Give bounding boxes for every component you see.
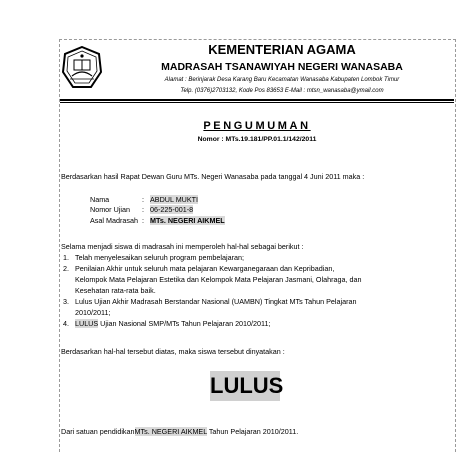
condition-number: 2. [63, 264, 69, 273]
condition-line: 2010/2011; [75, 308, 111, 317]
condition-number: 3. [63, 297, 69, 306]
conditions-intro: Selama menjadi siswa di madrasah ini memperoleh hal-hal sebagai berikut : [61, 242, 304, 251]
kemenag-emblem-icon [62, 46, 102, 90]
condition-line: Kelompok Mata Pelajaran Estetika dan Kelompok Mata Pelajaran Jasmani, Olahraga, dan [75, 275, 362, 284]
announcement-number: Nomor : MTs.19.181/PP.01.1/142/2011 [197, 136, 317, 143]
condition-line: Ujian Nasional SMP/MTs Tahun Pelajaran 2010/2011; [98, 319, 271, 328]
origin-value: MTs. NEGERI AIKMEL [150, 216, 225, 225]
student-name-row [90, 195, 198, 205]
ministry-name: KEMENTERIAN AGAMA [208, 42, 356, 57]
condition-line: Lulus Ujian Akhir Madrasah Berstandar Nasional (UAMBN) Tingkat MTs Tahun Pelajaran [75, 297, 357, 306]
exam-label: Nomor Ujian [90, 205, 130, 214]
condition-highlight: LULUS [75, 319, 99, 328]
closing-text [61, 427, 298, 437]
school-contact: Telp. (0376)2703132, Kode Pos 83653 E-Mail : mtsn_wanasaba@ymail.com [180, 88, 384, 94]
intro-text: Berdasarkan hasil Rapat Dewan Guru MTs. Negeri Wanasaba pada tanggal 4 Juni 2011 maka : [61, 172, 365, 181]
student-origin-row [90, 216, 225, 226]
exam-value: 06-225-001-8 [150, 205, 194, 214]
condition-item [63, 319, 271, 329]
condition-line: Kesehatan rata-rata baik. [75, 286, 156, 295]
exam-colon: : [142, 205, 144, 214]
school-address: Alamat : Berinjarak Desa Karang Baru Kecamatan Wanasaba Kabupaten Lombok Timur [164, 77, 400, 83]
closing-pre: Dari satuan pendidikan [61, 427, 135, 436]
condition-item [63, 297, 357, 307]
condition-item [63, 264, 334, 274]
school-name: MADRASAH TSANAWIYAH NEGERI WANASABA [161, 61, 403, 73]
name-colon: : [142, 195, 144, 204]
result-lulus: LULUS [210, 371, 280, 401]
name-value: ABDUL MUKTI [150, 195, 199, 204]
student-exam-row [90, 205, 193, 215]
condition-line: Telah menyelesaikan seluruh program pembelajaran; [75, 253, 244, 262]
closing-post: Tahun Pelajaran 2010/2011. [206, 427, 299, 436]
condition-number: 4. [63, 319, 69, 328]
letterhead [112, 42, 452, 96]
announcement-title: PENGUMUMAN [203, 120, 311, 132]
condition-line: Penilaian Akhir untuk seluruh mata pelajaran Kewarganegaraan dan Kepribadian, [75, 264, 335, 273]
condition-item [63, 253, 244, 263]
basis-text: Berdasarkan hal-hal tersebut diatas, maka siswa tersebut dinyatakan : [61, 347, 285, 356]
name-label: Nama [90, 195, 110, 204]
origin-label: Asal Madrasah [90, 216, 138, 225]
origin-colon: : [142, 216, 144, 225]
letterhead-rule-thick [60, 99, 454, 101]
condition-number: 1. [63, 253, 69, 262]
letterhead-rule-thin [60, 102, 454, 103]
closing-school: MTs. NEGERI AIKMEL [134, 427, 207, 436]
